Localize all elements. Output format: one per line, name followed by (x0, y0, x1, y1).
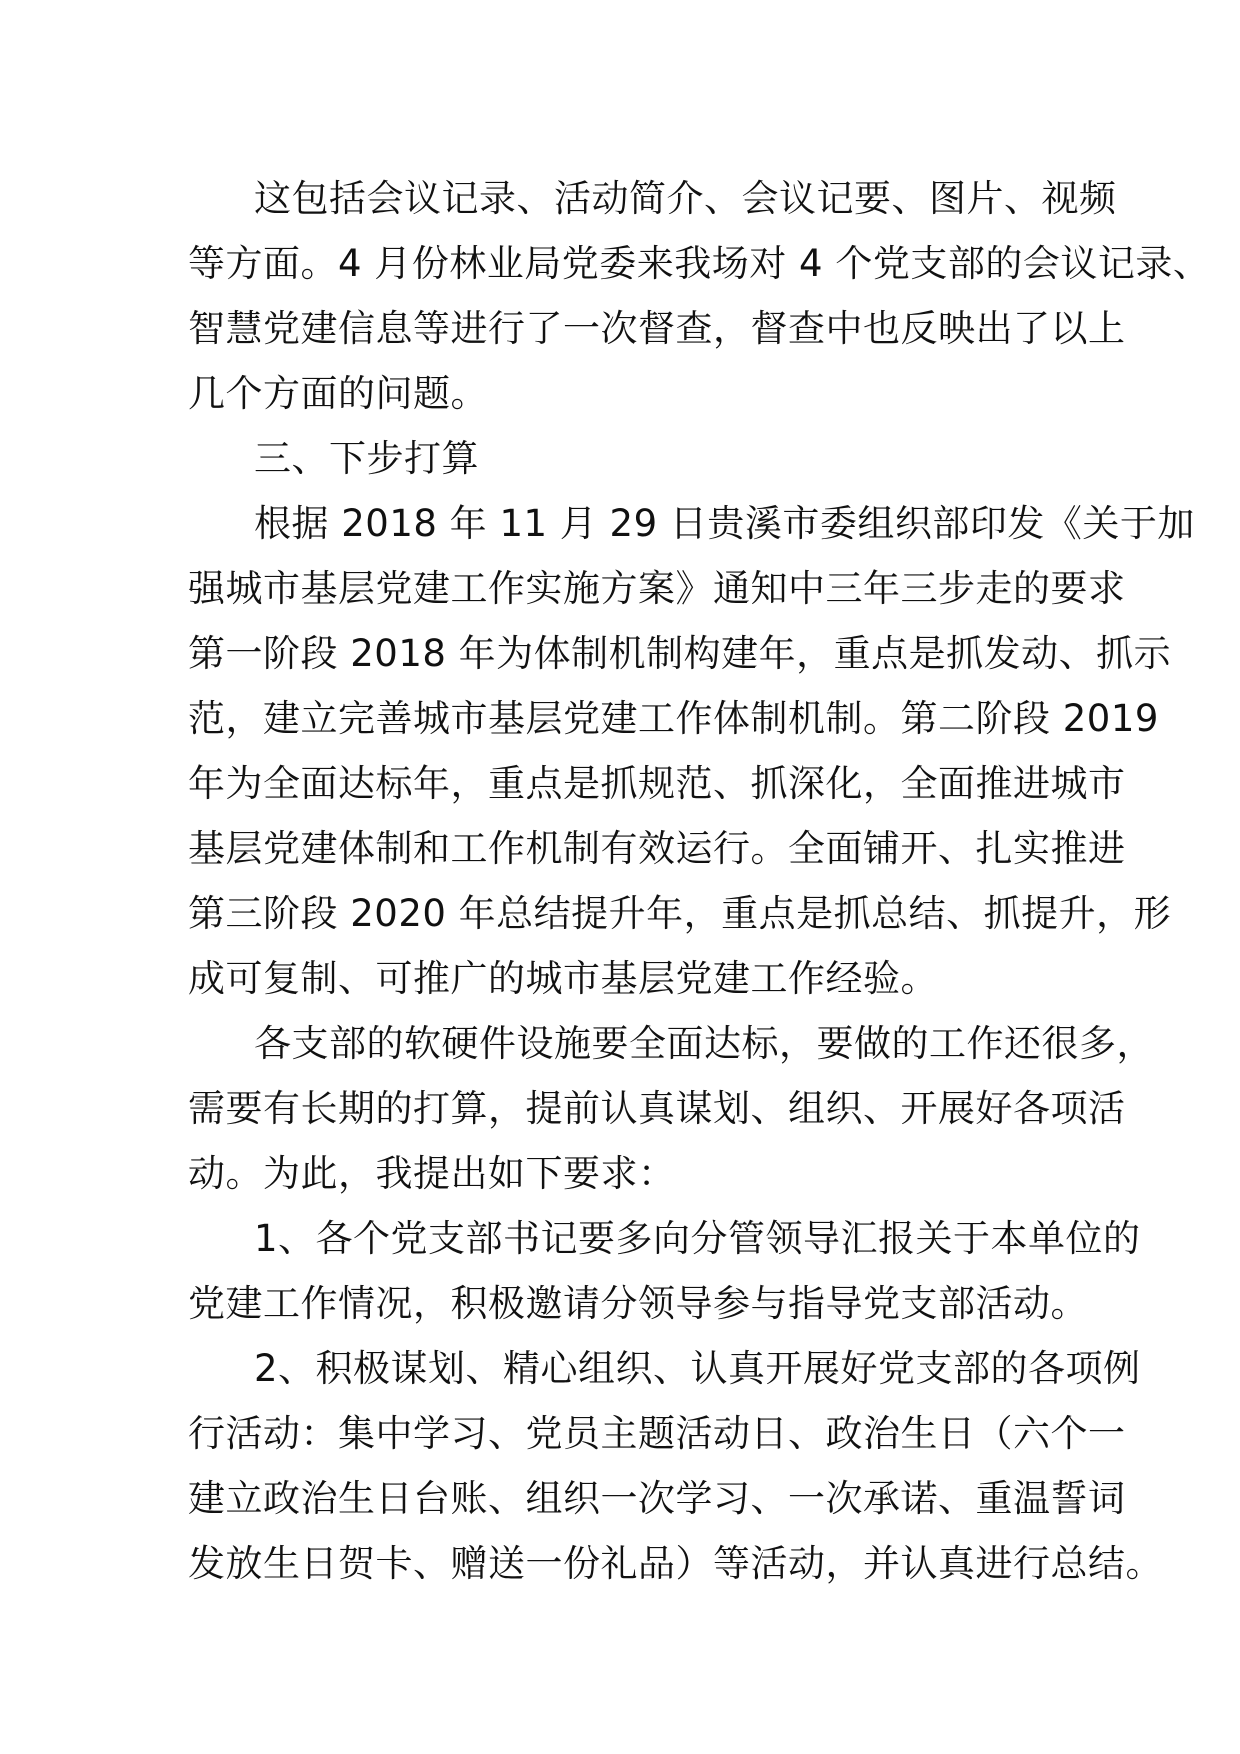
text-line: 智慧党建信息等进行了一次督查，督查中也反映出了以上 (188, 307, 1126, 350)
text-line: 党建工作情况，积极邀请分领导参与指导党支部活动。 (188, 1282, 1088, 1325)
text-line: 几个方面的问题。 (188, 372, 488, 415)
text-line: 等方面。4 月份林业局党委来我场对 4 个党支部的会议记录、 (188, 242, 1211, 285)
text-line: 年为全面达标年，重点是抓规范、抓深化，全面推进城市 (188, 762, 1126, 805)
text-line: 第一阶段 2018 年为体制机制构建年，重点是抓发动、抓示 (188, 632, 1172, 675)
text-line: 这包括会议记录、活动简介、会议记要、图片、视频 (254, 177, 1117, 220)
text-line: 1、各个党支部书记要多向分管领导汇报关于本单位的 (254, 1217, 1141, 1260)
text-line: 动。为此，我提出如下要求： (188, 1152, 676, 1195)
text-line: 范，建立完善城市基层党建工作体制机制。第二阶段 2019 (188, 697, 1159, 740)
text-line: 2、积极谋划、精心组织、认真开展好党支部的各项例 (254, 1347, 1141, 1390)
text-line: 发放生日贺卡、赠送一份礼品）等活动，并认真进行总结。 (188, 1542, 1163, 1585)
text-line: 第三阶段 2020 年总结提升年，重点是抓总结、抓提升，形 (188, 892, 1172, 935)
section-heading: 三、下步打算 (254, 437, 479, 480)
text-line: 行活动：集中学习、党员主题活动日、政治生日（六个一 (188, 1412, 1126, 1455)
text-line: 强城市基层党建工作实施方案》通知中三年三步走的要求 (188, 567, 1126, 610)
text-line: 各支部的软硬件设施要全面达标，要做的工作还很多， (254, 1022, 1154, 1065)
text-line: 成可复制、可推广的城市基层党建工作经验。 (188, 957, 938, 1000)
text-line: 需要有长期的打算，提前认真谋划、组织、开展好各项活 (188, 1087, 1126, 1130)
text-line: 根据 2018 年 11 月 29 日贵溪市委组织部印发《关于加 (254, 502, 1195, 545)
text-line: 建立政治生日台账、组织一次学习、一次承诺、重温誓词 (188, 1477, 1126, 1520)
text-line: 基层党建体制和工作机制有效运行。全面铺开、扎实推进 (188, 827, 1126, 870)
document-body (188, 166, 1211, 1596)
